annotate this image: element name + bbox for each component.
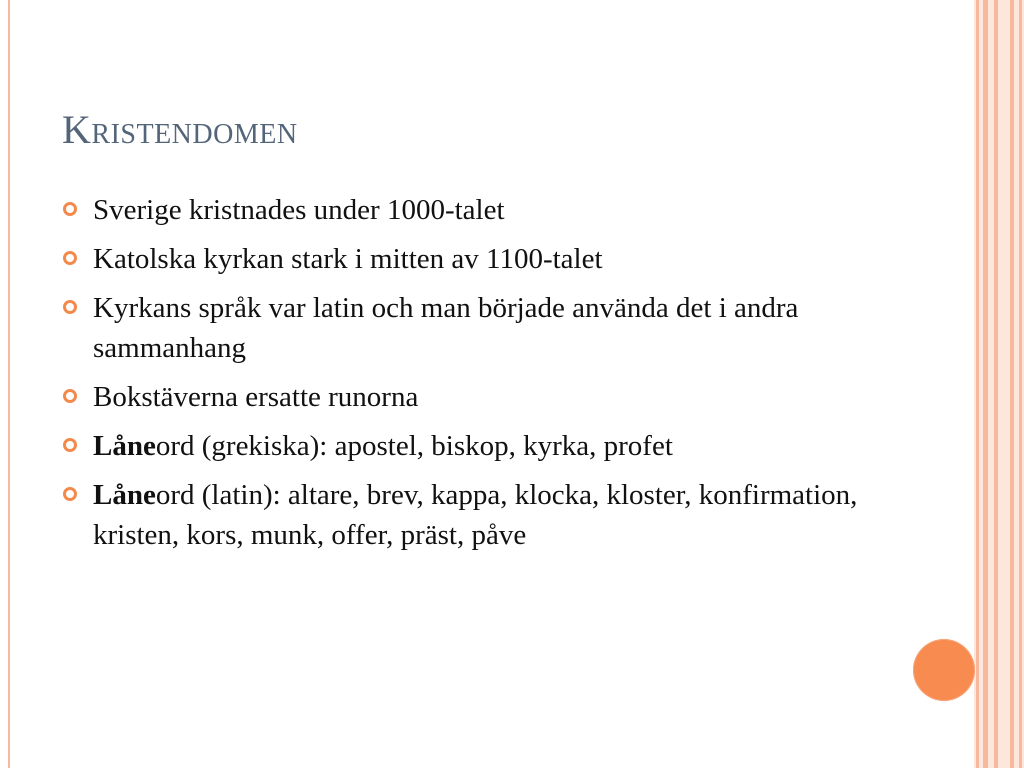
bullet-item bbox=[62, 377, 922, 417]
right-stripe bbox=[1010, 0, 1014, 768]
bullet-item bbox=[62, 475, 922, 555]
ring-bullet-icon bbox=[63, 202, 77, 216]
bullet-item bbox=[62, 288, 922, 368]
bullet-text: Bokstäverna ersatte runorna bbox=[93, 381, 419, 413]
bullet-item bbox=[62, 239, 922, 279]
ring-bullet-icon bbox=[63, 438, 77, 452]
ring-bullet-icon bbox=[63, 487, 77, 501]
bullet-item bbox=[62, 190, 922, 230]
bullet-list bbox=[62, 190, 922, 564]
bullet-bold-text: Låne bbox=[93, 479, 156, 511]
slide-title: Kristendomen bbox=[62, 107, 298, 152]
bullet-item bbox=[62, 426, 922, 466]
bullet-text: Sverige kristnades under 1000-talet bbox=[93, 194, 505, 226]
bullet-bold-text: Låne bbox=[93, 430, 156, 462]
bullet-text: ord (latin): altare, brev, kappa, klocka, kloster, konfirmation, kristen, kors, munk, offer, präst, påve bbox=[93, 479, 858, 551]
ring-bullet-icon bbox=[63, 389, 77, 403]
right-stripe bbox=[994, 0, 998, 768]
right-stripe bbox=[1019, 0, 1022, 768]
ring-bullet-icon bbox=[63, 251, 77, 265]
ring-bullet-icon bbox=[63, 300, 77, 314]
right-stripe bbox=[983, 0, 988, 768]
right-decorative-band bbox=[974, 0, 1024, 768]
bullet-text: Katolska kyrkan stark i mitten av 1100-talet bbox=[93, 243, 603, 275]
bullet-text: ord (grekiska): apostel, biskop, kyrka, profet bbox=[155, 430, 673, 462]
left-border-line bbox=[8, 0, 10, 768]
bullet-text: Kyrkans språk var latin och man började använda det i andra sammanhang bbox=[93, 292, 799, 364]
right-stripe bbox=[976, 0, 979, 768]
decorative-circle bbox=[913, 639, 975, 701]
